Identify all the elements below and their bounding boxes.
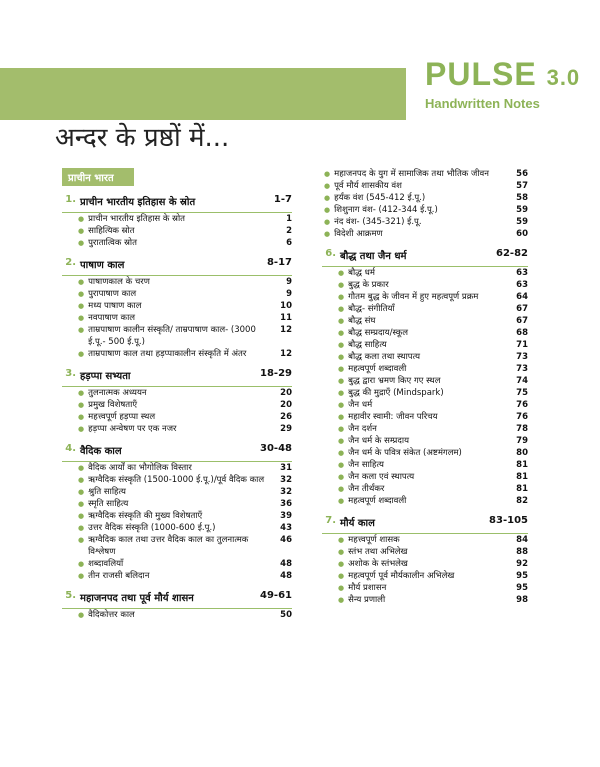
bullet-icon: ●	[324, 194, 331, 202]
toc-item[interactable]	[62, 609, 292, 621]
toc-item-title: जैन धर्म के पवित्र संकेत (अष्टमंगलम)	[348, 448, 462, 458]
bullet-icon: ●	[338, 329, 345, 337]
section-title: प्राचीन भारतीय इतिहास के स्रोत	[80, 197, 196, 208]
section-title: महाजनपद तथा पूर्व मौर्य शासन	[80, 593, 194, 604]
toc-item-title: महत्वपूर्ण शब्दावली	[348, 364, 407, 374]
left-sections	[62, 192, 292, 621]
toc-item[interactable]	[322, 168, 528, 180]
page-title: अन्दर के प्रष्ठों में...	[55, 123, 230, 153]
toc-item-page: 76	[516, 400, 528, 410]
toc-item[interactable]	[322, 399, 528, 411]
toc-item-title: बौद्ध कला तथा स्थापत्य	[348, 352, 421, 362]
bullet-icon: ●	[78, 464, 85, 472]
section-heading[interactable]	[322, 246, 528, 267]
toc-item-page: 32	[280, 487, 292, 497]
section-heading[interactable]	[62, 441, 292, 462]
toc-item-page: 59	[516, 217, 528, 227]
toc-item[interactable]	[62, 213, 292, 225]
toc-item-page: 79	[516, 436, 528, 446]
section-number: 6.	[325, 248, 336, 259]
bullet-icon: ●	[78, 500, 85, 508]
toc-item[interactable]	[322, 447, 528, 459]
toc-item-title: विदेशी आक्रमण	[334, 229, 383, 239]
toc-item-title: प्रमुख विशेषताएँ	[88, 400, 138, 410]
toc-section	[322, 246, 528, 507]
toc-item-page: 74	[516, 376, 528, 386]
toc-item-page: 43	[280, 523, 292, 533]
section-title: वैदिक काल	[80, 446, 122, 457]
logo-main: PULSE	[425, 56, 537, 92]
toc-item[interactable]	[62, 300, 292, 312]
toc-item-title: तीन राजसी बलिदान	[88, 571, 150, 581]
toc-item[interactable]	[322, 546, 528, 558]
toc-item-page: 48	[280, 559, 292, 569]
toc-section	[322, 513, 528, 606]
bullet-icon: ●	[78, 524, 85, 532]
toc-item-title: उत्तर वैदिक संस्कृति (1000-600 ई.पू.)	[88, 523, 216, 533]
toc-item[interactable]	[62, 462, 292, 474]
bullet-icon: ●	[78, 413, 85, 421]
toc-section	[62, 192, 292, 249]
bullet-icon: ●	[338, 401, 345, 409]
bullet-icon: ●	[338, 473, 345, 481]
toc-item-page: 12	[280, 325, 292, 335]
logo-subtitle: Handwritten Notes	[425, 96, 540, 111]
section-pages: 8-17	[266, 257, 292, 268]
toc-item-title: बुद्ध के प्रकार	[348, 280, 389, 290]
bullet-icon: ●	[338, 413, 345, 421]
toc-section	[62, 441, 292, 582]
bullet-icon: ●	[78, 476, 85, 484]
bullet-icon: ●	[338, 425, 345, 433]
toc-item-title: बुद्ध द्वारा भ्रमण किए गए स्थल	[348, 376, 441, 386]
section-number: 1.	[65, 194, 76, 205]
toc-item[interactable]	[62, 237, 292, 249]
toc-item[interactable]	[62, 522, 292, 534]
toc-item[interactable]	[62, 510, 292, 522]
toc-item[interactable]	[322, 411, 528, 423]
bullet-icon: ●	[338, 497, 345, 505]
toc-item-title: हर्यंक वंश (545-412 ई.पू.)	[334, 193, 426, 203]
toc-item-page: 20	[280, 400, 292, 410]
bullet-icon: ●	[78, 215, 85, 223]
toc-item-title: साहित्यिक स्रोत	[88, 226, 135, 236]
pulse-logo	[425, 58, 580, 111]
toc-item[interactable]	[322, 375, 528, 387]
toc-item-page: 76	[516, 412, 528, 422]
toc-item-title: तुलनात्मक अध्ययन	[88, 388, 147, 398]
toc-item-page: 36	[280, 499, 292, 509]
bullet-icon: ●	[338, 353, 345, 361]
bullet-icon: ●	[78, 350, 85, 358]
toc-item-page: 73	[516, 364, 528, 374]
bullet-icon: ●	[338, 365, 345, 373]
toc-item-title: महत्त्वपूर्ण हड़प्पा स्थल	[88, 412, 156, 422]
toc-item-page: 9	[286, 289, 292, 299]
toc-item-page: 46	[280, 535, 292, 545]
toc-item[interactable]	[62, 498, 292, 510]
toc-item-page: 11	[280, 313, 292, 323]
toc-item-title: ऋग्वैदिक संस्कृति की मुख्य विशेषताएँ	[88, 511, 203, 521]
toc-item-page: 9	[286, 277, 292, 287]
toc-item-page: 31	[280, 463, 292, 473]
toc-item-page: 98	[516, 595, 528, 605]
bullet-icon: ●	[338, 584, 345, 592]
toc-item-title: ऋग्वैदिक काल तथा उत्तर वैदिक काल का तुलनात्मक विश्लेषण	[88, 535, 249, 557]
toc-item-page: 95	[516, 571, 528, 581]
bullet-icon: ●	[324, 230, 331, 238]
toc-item-title: महत्वपूर्ण पूर्व मौर्यकालीन अभिलेख	[348, 571, 455, 581]
bullet-icon: ●	[78, 425, 85, 433]
toc-item-title: शब्दावलियाँ	[88, 559, 124, 569]
toc-item-page: 1	[286, 214, 292, 224]
bullet-icon: ●	[78, 536, 85, 544]
bullet-icon: ●	[338, 548, 345, 556]
toc-item-page: 95	[516, 583, 528, 593]
toc-item-page: 57	[516, 181, 528, 191]
toc-item[interactable]	[322, 582, 528, 594]
section-number: 4.	[65, 443, 76, 454]
section-pages: 1-7	[273, 194, 292, 205]
bullet-icon: ●	[78, 278, 85, 286]
toc-item[interactable]	[322, 471, 528, 483]
bullet-icon: ●	[78, 314, 85, 322]
toc-item-title: जैन साहित्य	[348, 460, 384, 470]
toc-item-page: 6	[286, 238, 292, 248]
section-heading[interactable]	[62, 366, 292, 387]
toc-item[interactable]	[62, 348, 292, 360]
bullet-icon: ●	[78, 401, 85, 409]
bullet-icon: ●	[78, 611, 85, 619]
toc-item[interactable]	[62, 486, 292, 498]
bullet-icon: ●	[324, 206, 331, 214]
toc-item[interactable]	[322, 303, 528, 315]
toc-item[interactable]	[62, 534, 292, 558]
toc-item[interactable]	[322, 495, 528, 507]
toc-item-title: पाषाणकाल के चरण	[88, 277, 150, 287]
bullet-icon: ●	[78, 302, 85, 310]
toc-item[interactable]	[322, 192, 528, 204]
toc-item[interactable]	[322, 267, 528, 279]
section-title: पाषाण काल	[80, 260, 125, 271]
bullet-icon: ●	[324, 182, 331, 190]
section-title: बौद्ध तथा जैन धर्म	[340, 251, 407, 262]
toc-item-title: प्राचीन भारतीय इतिहास के स्रोत	[88, 214, 185, 224]
toc-right-column	[322, 168, 528, 606]
toc-item[interactable]	[322, 435, 528, 447]
bullet-icon: ●	[338, 485, 345, 493]
bullet-icon: ●	[338, 560, 345, 568]
toc-item[interactable]	[322, 279, 528, 291]
toc-item-page: 84	[516, 535, 528, 545]
toc-item-title: जैन दर्शन	[348, 424, 377, 434]
bullet-icon: ●	[78, 290, 85, 298]
toc-item-page: 32	[280, 475, 292, 485]
toc-item-page: 64	[516, 292, 528, 302]
toc-item-page: 12	[280, 349, 292, 359]
toc-item-page: 92	[516, 559, 528, 569]
toc-item[interactable]	[62, 474, 292, 486]
section-heading[interactable]	[62, 588, 292, 609]
section-number: 7.	[325, 515, 336, 526]
toc-item-title: मध्य पाषाण काल	[88, 301, 142, 311]
toc-item-page: 68	[516, 328, 528, 338]
toc-item[interactable]	[62, 558, 292, 570]
toc-item-page: 81	[516, 472, 528, 482]
bullet-icon: ●	[324, 170, 331, 178]
toc-item-title: ऋग्वैदिक संस्कृति (1500-1000 ई.पू.)/पूर्व वैदिक काल	[88, 475, 265, 485]
toc-item[interactable]	[322, 315, 528, 327]
toc-item-title: बौद्ध- संगीतियाँ	[348, 304, 395, 314]
toc-item-title: महावीर स्वामी: जीवन परिचय	[348, 412, 438, 422]
section-pages: 62-82	[496, 248, 528, 259]
toc-item-page: 63	[516, 268, 528, 278]
toc-item-page: 48	[280, 571, 292, 581]
toc-item-page: 2	[286, 226, 292, 236]
toc-item-title: बौद्ध संघ	[348, 316, 376, 326]
toc-item-page: 73	[516, 352, 528, 362]
toc-item[interactable]	[322, 327, 528, 339]
toc-item-page: 39	[280, 511, 292, 521]
toc-item[interactable]	[322, 216, 528, 228]
toc-item-page: 60	[516, 229, 528, 239]
bullet-icon: ●	[338, 536, 345, 544]
right-sections	[322, 246, 528, 606]
toc-item-title: ताम्रपाषाण कालीन संस्कृति/ ताम्रपाषाण काल- (3000 ई.पू.- 500 ई.पू.)	[88, 325, 256, 347]
section-number: 3.	[65, 368, 76, 379]
section-heading[interactable]	[62, 192, 292, 213]
toc-item-title: स्तंभ तथा अभिलेख	[348, 547, 408, 557]
toc-item-title: पुरापाषाण काल	[88, 289, 137, 299]
toc-item-page: 20	[280, 388, 292, 398]
toc-item-page: 67	[516, 304, 528, 314]
bullet-icon: ●	[338, 281, 345, 289]
bullet-icon: ●	[78, 326, 85, 334]
bullet-icon: ●	[338, 293, 345, 301]
bullet-icon: ●	[338, 389, 345, 397]
bullet-icon: ●	[338, 437, 345, 445]
toc-item[interactable]	[62, 324, 292, 348]
toc-item[interactable]	[62, 423, 292, 435]
toc-item[interactable]	[322, 558, 528, 570]
part-heading: प्राचीन भारत	[62, 168, 134, 186]
toc-item-title: बौद्ध साहित्य	[348, 340, 387, 350]
toc-item-page: 82	[516, 496, 528, 506]
toc-item-title: जैन धर्म	[348, 400, 373, 410]
section-title: मौर्य काल	[340, 518, 375, 529]
bullet-icon: ●	[338, 377, 345, 385]
toc-item[interactable]	[62, 399, 292, 411]
toc-item[interactable]	[322, 363, 528, 375]
toc-item-page: 50	[280, 610, 292, 620]
toc-item[interactable]	[322, 594, 528, 606]
toc-item-page: 71	[516, 340, 528, 350]
toc-item-title: बुद्ध की मुद्राएँ (Mindspark)	[348, 388, 444, 398]
section-title: हड़प्पा सभ्यता	[80, 371, 131, 382]
bullet-icon: ●	[78, 512, 85, 520]
bullet-icon: ●	[78, 560, 85, 568]
bullet-icon: ●	[338, 305, 345, 313]
toc-item[interactable]	[322, 180, 528, 192]
toc-item[interactable]	[322, 387, 528, 399]
header-band	[0, 68, 406, 120]
toc-item-title: जैन धर्म के सम्प्रदाय	[348, 436, 410, 446]
bullet-icon: ●	[78, 572, 85, 580]
bullet-icon: ●	[338, 317, 345, 325]
toc-item-page: 10	[280, 301, 292, 311]
bullet-icon: ●	[78, 239, 85, 247]
toc-item[interactable]	[62, 276, 292, 288]
toc-item-title: बौद्ध सम्प्रदाय/स्कूल	[348, 328, 409, 338]
toc-item[interactable]	[62, 225, 292, 237]
toc-item-title: श्रुति साहित्य	[88, 487, 126, 497]
toc-item-title: महाजनपद के युग में सामाजिक तथा भौतिक जीवन	[334, 169, 489, 179]
toc-item-page: 58	[516, 193, 528, 203]
logo-version: 3.0	[546, 65, 581, 90]
section-pages: 18-29	[260, 368, 292, 379]
toc-item[interactable]	[322, 204, 528, 216]
toc-item-title: महत्त्वपूर्ण शासक	[348, 535, 400, 545]
toc-item-page: 75	[516, 388, 528, 398]
toc-item[interactable]	[322, 483, 528, 495]
bullet-icon: ●	[324, 218, 331, 226]
toc-item-title: पूर्व मौर्य शासकीय वंश	[334, 181, 402, 191]
toc-item-title: सैन्य प्रणाली	[348, 595, 386, 605]
toc-item-page: 63	[516, 280, 528, 290]
toc-item-title: शिशुनाग वंश- (412-344 ई.पू.)	[334, 205, 438, 215]
section-heading[interactable]	[322, 513, 528, 534]
bullet-icon: ●	[78, 488, 85, 496]
section-pages: 30-48	[260, 443, 292, 454]
toc-item-title: पुरातात्विक स्रोत	[88, 238, 137, 248]
section-pages: 49-61	[260, 590, 292, 601]
bullet-icon: ●	[78, 389, 85, 397]
toc-item[interactable]	[322, 459, 528, 471]
toc-item-title: वैदिक आर्यों का भौगोलिक विस्तार	[88, 463, 192, 473]
toc-item-title: जैन कला एवं स्थापत्य	[348, 472, 415, 482]
toc-section	[62, 588, 292, 621]
toc-item-title: ताम्रपाषाण काल तथा हड़प्पाकालीन संस्कृति में अंतर	[88, 349, 247, 359]
toc-item[interactable]	[322, 228, 528, 240]
toc-item-page: 80	[516, 448, 528, 458]
bullet-icon: ●	[338, 341, 345, 349]
toc-item-title: नवपाषाण काल	[88, 313, 136, 323]
toc-section	[62, 255, 292, 360]
toc-item[interactable]	[62, 387, 292, 399]
bullet-icon: ●	[78, 227, 85, 235]
toc-left-column	[62, 168, 292, 621]
continued-items	[322, 168, 528, 240]
toc-item[interactable]	[62, 312, 292, 324]
toc-item[interactable]	[322, 351, 528, 363]
bullet-icon: ●	[338, 269, 345, 277]
toc-item-page: 67	[516, 316, 528, 326]
toc-item-title: स्मृति साहित्य	[88, 499, 129, 509]
section-number: 2.	[65, 257, 76, 268]
toc-item[interactable]	[322, 570, 528, 582]
toc-item-title: नंद वंश- (345-321) ई.पू.	[334, 217, 422, 227]
toc-item-page: 81	[516, 460, 528, 470]
toc-item-page: 88	[516, 547, 528, 557]
section-pages: 83-105	[489, 515, 528, 526]
toc-item-title: गौतम बुद्ध के जीवन में हुए महत्वपूर्ण प्रक्रम	[348, 292, 479, 302]
toc-item-title: हड़प्पा अन्वेषण पर एक नजर	[88, 424, 177, 434]
toc-item[interactable]	[62, 570, 292, 582]
toc-item[interactable]	[62, 288, 292, 300]
toc-item-page: 56	[516, 169, 528, 179]
toc-item-title: मौर्य प्रशासन	[348, 583, 387, 593]
toc-item[interactable]	[322, 339, 528, 351]
bullet-icon: ●	[338, 461, 345, 469]
toc-item-page: 26	[280, 412, 292, 422]
toc-section	[62, 366, 292, 435]
toc-item[interactable]	[322, 534, 528, 546]
toc-item-page: 29	[280, 424, 292, 434]
toc-item-title: वैदिकोत्तर काल	[88, 610, 135, 620]
toc-item-page: 81	[516, 484, 528, 494]
toc-item-page: 78	[516, 424, 528, 434]
section-number: 5.	[65, 590, 76, 601]
toc-item-page: 59	[516, 205, 528, 215]
bullet-icon: ●	[338, 449, 345, 457]
toc-item-title: जैन तीर्थंकर	[348, 484, 385, 494]
toc-item[interactable]	[62, 411, 292, 423]
toc-item-title: महत्वपूर्ण शब्दावली	[348, 496, 407, 506]
toc-item-title: अशोक के स्तंभलेख	[348, 559, 408, 569]
section-heading[interactable]	[62, 255, 292, 276]
toc-item-title: बौद्ध धर्म	[348, 268, 375, 278]
bullet-icon: ●	[338, 596, 345, 604]
bullet-icon: ●	[338, 572, 345, 580]
toc-item[interactable]	[322, 423, 528, 435]
toc-item[interactable]	[322, 291, 528, 303]
